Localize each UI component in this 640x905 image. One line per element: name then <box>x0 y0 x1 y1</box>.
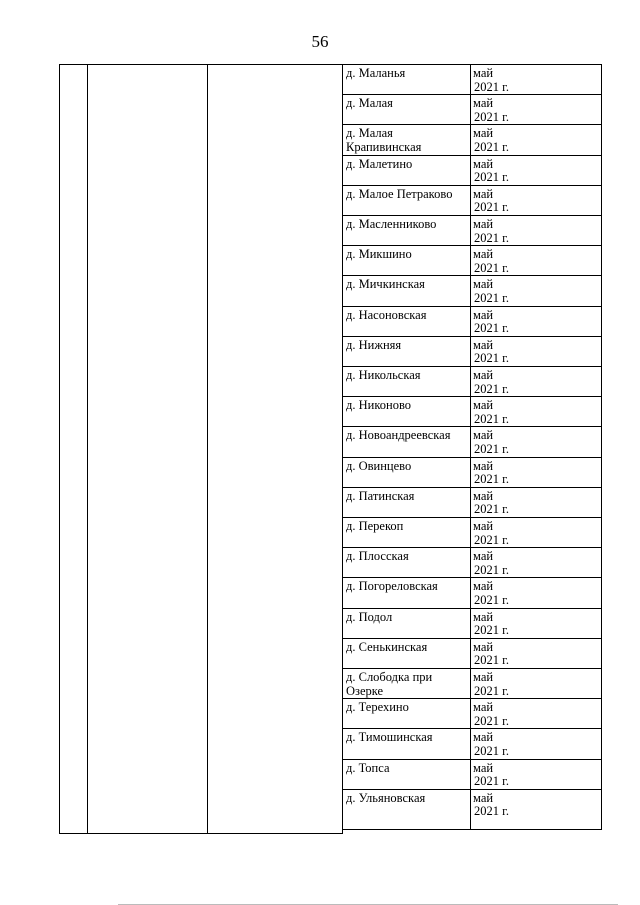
table-row <box>342 759 602 789</box>
deadline-year: 2021 г. <box>474 562 509 577</box>
row-divider <box>342 185 602 186</box>
deadline <box>473 248 601 275</box>
deadline-year: 2021 г. <box>474 79 509 94</box>
deadline-year: 2021 г. <box>474 109 509 124</box>
deadline-month: май <box>473 66 494 80</box>
deadline-month: май <box>473 549 494 564</box>
deadline-year: 2021 г. <box>474 139 509 154</box>
deadline <box>473 460 601 487</box>
deadline-month: май <box>473 730 494 745</box>
deadline <box>473 158 601 185</box>
deadline-month: май <box>473 609 494 624</box>
deadline-month: май <box>473 488 494 503</box>
deadline-year: 2021 г. <box>474 774 509 789</box>
deadline-year: 2021 г. <box>474 170 509 185</box>
table-row <box>342 728 602 758</box>
settlement-name: д. Никоново <box>346 398 412 413</box>
table-row <box>342 94 602 124</box>
deadline <box>473 611 601 638</box>
deadline <box>473 429 601 456</box>
table-row <box>342 457 602 487</box>
settlement-name: д. Овинцево <box>346 458 412 473</box>
deadline <box>473 520 601 547</box>
row-divider <box>342 547 602 548</box>
deadline-month: май <box>473 247 494 262</box>
table-row <box>342 577 602 607</box>
settlement-name: д. Плосская <box>346 549 409 564</box>
deadline-year: 2021 г. <box>474 351 509 366</box>
deadline <box>473 490 601 517</box>
row-divider <box>342 426 602 427</box>
deadline-year: 2021 г. <box>474 532 509 547</box>
deadline <box>473 792 601 819</box>
column-divider-1 <box>87 64 88 834</box>
deadline-month: май <box>473 96 494 111</box>
row-divider <box>342 396 602 397</box>
deadline <box>473 731 601 758</box>
deadline-month: май <box>473 519 494 533</box>
deadline <box>473 278 601 305</box>
settlement-name: д. Микшино <box>346 247 412 262</box>
row-divider <box>342 577 602 578</box>
settlement-name: д. Патинская <box>346 488 415 503</box>
row-divider <box>342 94 602 95</box>
deadline-year: 2021 г. <box>474 200 509 215</box>
row-divider <box>342 728 602 729</box>
table-row <box>342 185 602 215</box>
deadline-month: май <box>473 307 494 322</box>
table-row <box>342 487 602 517</box>
deadline-year: 2021 г. <box>474 502 509 517</box>
deadline-year: 2021 г. <box>474 230 509 245</box>
deadline-month: май <box>473 579 494 594</box>
row-divider <box>342 517 602 518</box>
deadline-year: 2021 г. <box>474 381 509 396</box>
deadline-month: май <box>473 670 494 684</box>
row-divider <box>342 336 602 337</box>
deadline-month: май <box>473 790 494 805</box>
table-row <box>342 547 602 577</box>
settlement-name: д. Нижняя <box>346 337 402 352</box>
deadline-month: май <box>473 760 494 775</box>
deadline <box>473 671 601 698</box>
deadline <box>473 762 601 789</box>
deadline-year: 2021 г. <box>474 804 509 819</box>
settlement-name: д. Сенькинская <box>346 639 428 654</box>
row-divider <box>342 366 602 367</box>
settlement-name: д. Мичкинская <box>346 277 425 292</box>
page-number: 56 <box>311 32 329 51</box>
row-divider <box>342 457 602 458</box>
settlement-name: д. Масленниково <box>346 217 437 231</box>
deadline <box>473 641 601 668</box>
deadline-month: май <box>473 126 494 141</box>
row-divider <box>342 155 602 156</box>
deadline <box>473 309 601 336</box>
row-divider <box>342 668 602 669</box>
table-row <box>342 306 602 336</box>
table-row <box>342 64 602 94</box>
deadline-month: май <box>473 337 494 352</box>
table-row <box>342 789 602 819</box>
row-divider <box>342 306 602 307</box>
deadline-year: 2021 г. <box>474 441 509 456</box>
settlement-name: д. Слободка при Озерке <box>346 670 433 698</box>
deadline-year: 2021 г. <box>474 321 509 336</box>
deadline <box>473 188 601 215</box>
row-divider <box>342 275 602 276</box>
deadline-month: май <box>473 368 494 382</box>
table-row <box>342 396 602 426</box>
deadline-year: 2021 г. <box>474 411 509 426</box>
table-row <box>342 245 602 275</box>
column-divider-2 <box>207 64 208 834</box>
settlement-name: д. Никольская <box>346 368 421 382</box>
deadline-month: май <box>473 700 494 715</box>
table-row <box>342 124 602 154</box>
deadline-year: 2021 г. <box>474 260 509 275</box>
row-divider <box>342 759 602 760</box>
settlement-name: д. Малое Петраково <box>346 186 453 201</box>
deadline-year: 2021 г. <box>474 713 509 728</box>
settlement-name: д. Перекоп <box>346 519 404 533</box>
settlement-name: д. Новоандреевская <box>346 428 451 443</box>
settlement-name: д. Терехино <box>346 700 409 715</box>
deadline <box>473 580 601 607</box>
table-bottom-border-right <box>342 829 602 830</box>
settlement-name: д. Ульяновская <box>346 790 426 805</box>
settlement-name: д. Малетино <box>346 156 413 171</box>
deadline-month: май <box>473 428 494 443</box>
deadline <box>473 218 601 245</box>
table-row <box>342 155 602 185</box>
table-row <box>342 215 602 245</box>
row-divider <box>342 124 602 125</box>
settlement-name: д. Малая <box>346 96 393 111</box>
table-row <box>342 668 602 698</box>
deadline <box>473 339 601 366</box>
table-bottom-border <box>59 833 343 834</box>
deadline-month: май <box>473 458 494 473</box>
table-row <box>342 638 602 668</box>
table-row <box>342 275 602 305</box>
row-divider <box>342 608 602 609</box>
table-row <box>342 426 602 456</box>
table-row <box>342 517 602 547</box>
deadline <box>473 550 601 577</box>
row-divider <box>342 638 602 639</box>
deadline <box>473 701 601 728</box>
deadline <box>473 369 601 396</box>
settlement-name: д. Погореловская <box>346 579 438 594</box>
table-row <box>342 608 602 638</box>
settlement-name: д. Малая Крапивинская <box>346 126 422 154</box>
row-divider <box>342 487 602 488</box>
settlement-name: д. Маланья <box>346 66 406 80</box>
deadline-month: май <box>473 277 494 292</box>
deadline <box>473 127 601 154</box>
deadline <box>473 67 601 94</box>
deadline-month: май <box>473 398 494 413</box>
table-row <box>342 698 602 728</box>
deadline-year: 2021 г. <box>474 623 509 638</box>
row-divider <box>342 245 602 246</box>
deadline-year: 2021 г. <box>474 472 509 487</box>
settlement-name: д. Топса <box>346 760 390 775</box>
table-left-border <box>59 64 60 834</box>
deadline-year: 2021 г. <box>474 743 509 758</box>
deadline-year: 2021 г. <box>474 653 509 668</box>
deadline-month: май <box>473 217 494 231</box>
deadline <box>473 97 601 124</box>
table-row <box>342 366 602 396</box>
deadline-month: май <box>473 156 494 171</box>
settlement-name: д. Тимошинская <box>346 730 433 745</box>
settlement-name: д. Насоновская <box>346 307 427 322</box>
settlement-name: д. Подол <box>346 609 393 624</box>
deadline <box>473 399 601 426</box>
deadline-month: май <box>473 639 494 654</box>
row-divider <box>342 698 602 699</box>
deadline-year: 2021 г. <box>474 290 509 305</box>
row-divider <box>342 789 602 790</box>
deadline-year: 2021 г. <box>474 683 509 698</box>
row-divider <box>342 215 602 216</box>
deadline-month: май <box>473 186 494 201</box>
deadline-year: 2021 г. <box>474 592 509 607</box>
table-row <box>342 336 602 366</box>
